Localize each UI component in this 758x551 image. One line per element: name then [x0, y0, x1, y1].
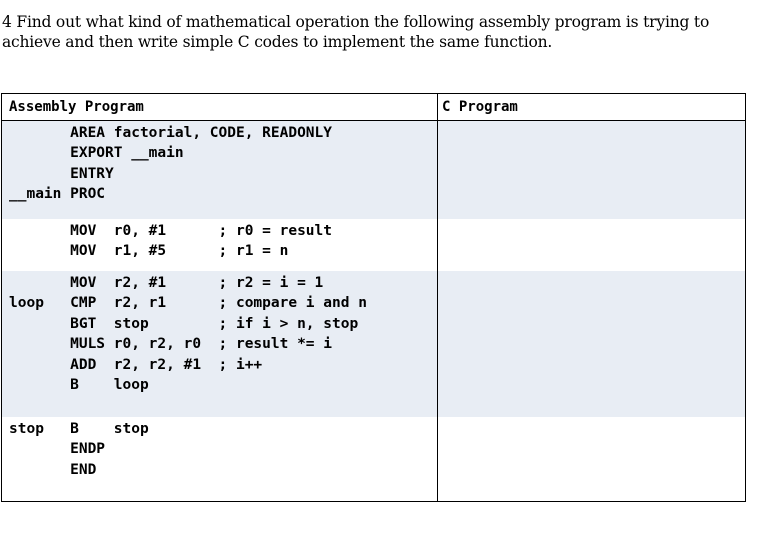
c-program-cell [438, 121, 745, 219]
assembly-code-block: stop B stop ENDP END [9, 421, 149, 478]
assembly-code-block: MOV r0, #1 ; r0 = result MOV r1, #5 ; r1 = n [70, 223, 333, 260]
c-program-cell [438, 219, 745, 271]
assembly-code-block: MOV r2, #1 ; r2 = i = 1 loop CMP r2, r1 ; compare i and n BGT stop ; if i > n, stop MULS r0, r2, r0 ; result *= i ADD r2, r2, #1 ; i++ B loop [9, 275, 367, 394]
question-text: 4 Find out what kind of mathematical operation the following assembly program is trying to achieve and then write simple C codes to implement the same function. [2, 13, 710, 51]
code-row-stop [2, 417, 745, 501]
header-assembly-program: Assembly Program [9, 99, 144, 115]
code-row-setup [2, 121, 745, 219]
c-program-cell [438, 271, 745, 417]
c-program-cell [438, 417, 745, 501]
code-row-init [2, 219, 745, 271]
code-table [1, 93, 746, 502]
header-c-program: C Program [442, 99, 518, 115]
assembly-code-block: AREA factorial, CODE, READONLY EXPORT __main ENTRY __main PROC [9, 125, 333, 203]
column-divider [437, 94, 438, 501]
code-row-loop [2, 271, 745, 417]
